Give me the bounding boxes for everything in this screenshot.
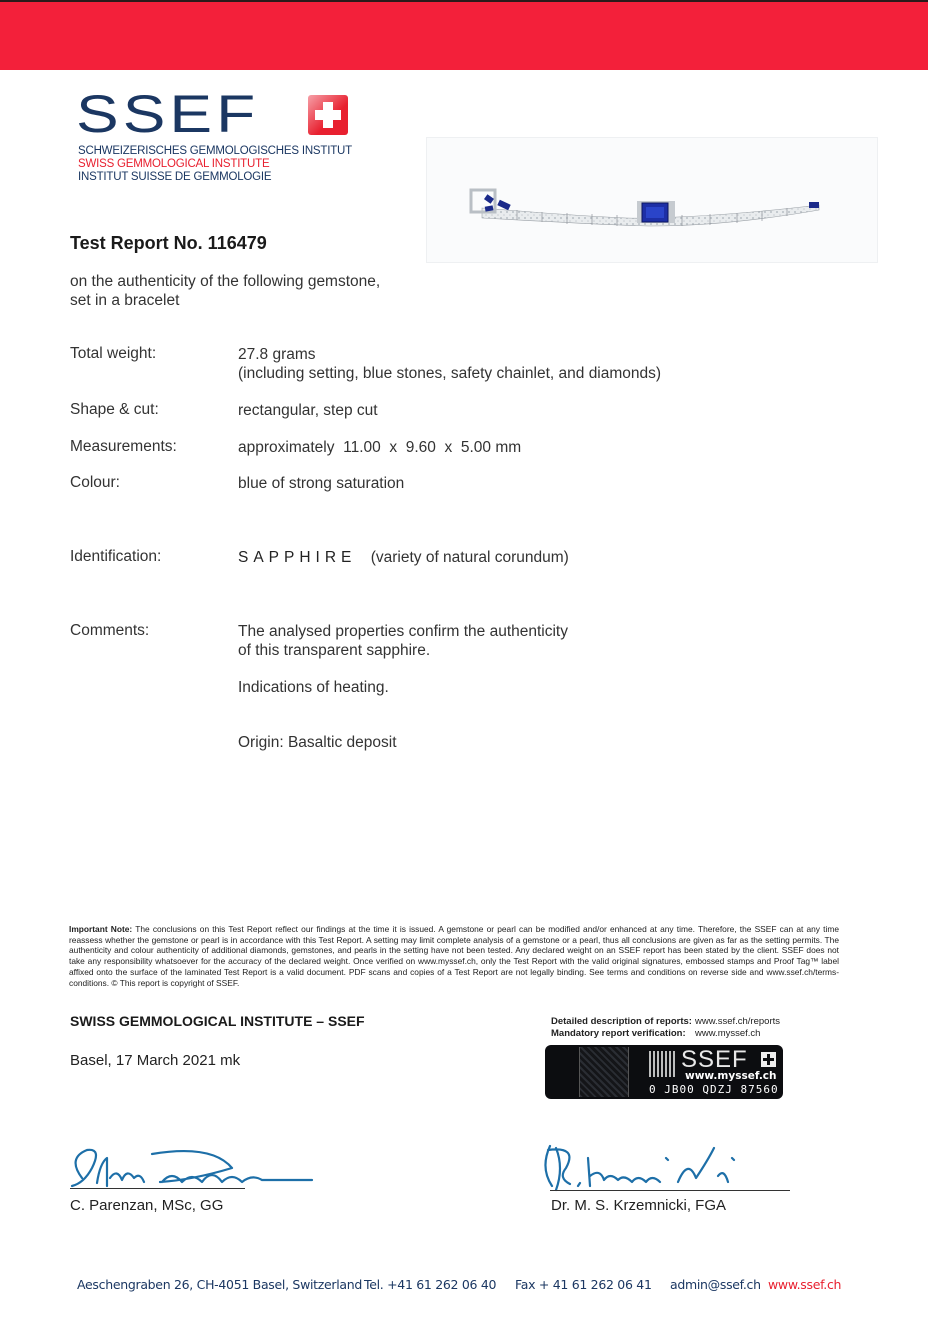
subtitle-line: on the authenticity of the following gemstone, <box>70 273 381 290</box>
issuer-institute: SWISS GEMMOLOGICAL INSTITUTE – SSEF <box>70 1013 365 1029</box>
important-note <box>69 924 839 988</box>
bracelet-photo <box>426 137 878 263</box>
value-identification <box>238 548 569 567</box>
label-colour: Colour: <box>70 474 120 491</box>
proof-tag-code: 0 JB00 QDZJ 87560 <box>649 1083 779 1096</box>
footer-website[interactable]: www.ssef.ch <box>768 1277 842 1292</box>
issuer-place-date: Basel, 17 March 2021 mk <box>70 1052 241 1069</box>
label-identification: Identification: <box>70 548 162 565</box>
identification-variety: (variety of natural corundum) <box>370 549 569 566</box>
verification-row: Mandatory report verification: www.myssef.ch <box>551 1028 761 1039</box>
value-colour: blue of strong saturation <box>238 475 405 492</box>
comment-origin: Origin: Basaltic deposit <box>238 734 397 751</box>
proof-tag-label <box>545 1045 783 1099</box>
footer-tel: Tel. +41 61 262 06 40 <box>364 1277 497 1292</box>
verification-row: Detailed description of reports: www.ssef.ch/reports <box>551 1016 780 1027</box>
datamatrix-code-icon <box>649 1051 675 1077</box>
signatory-name-1: C. Parenzan, MSc, GG <box>70 1197 224 1214</box>
reports-link[interactable]: www.ssef.ch/reports <box>695 1016 780 1027</box>
important-note-text: The conclusions on this Test Report reflect our findings at the time it is issued. A gemstone or pearl can be modified and/or enhanced at any time. Therefore, the SSEF can at any time reassess whether the gemstone or pearl is in accordance with this Test Report. A setting may limit complete analysis of a gemstone or a pearl, thus all conclusions are given as far as the setting permits. The authenticity and colour authenticity of additional diamonds, gemstones, and pearls in the setting have not been tested. Any declared weight on an SSEF report has been stated by the client. SSEF does not take any responsibility whatsoever for the accuracy of the declared weight. Once verified on www.myssef.ch, only the Test Report with the valid original signatures, embossed stamps and Proof Tag™ label affixed onto the surface of the laminated Test Report is a valid document. PDF scans and copies of a Test Report are not legally binding. See terms and conditions on reverse side and www.ssef.ch/terms-conditions. © This report is copyright of SSEF. <box>69 924 839 988</box>
value-shape-cut: rectangular, step cut <box>238 402 378 419</box>
identification-species: SAPPHIRE <box>238 549 357 566</box>
important-note-heading: Important Note: <box>69 924 133 934</box>
proof-tag-url: www.myssef.ch <box>685 1070 777 1082</box>
ssef-logo-wordmark: SSEF <box>76 84 260 144</box>
logo-line-french: INSTITUT SUISSE DE GEMMOLOGIE <box>78 171 272 183</box>
report-subtitle <box>70 272 380 310</box>
comment-heating: Indications of heating. <box>238 679 389 696</box>
total-weight-note: (including setting, blue stones, safety chainlet, and diamonds) <box>238 365 662 382</box>
footer-fax: Fax + 41 61 262 06 41 <box>515 1277 652 1292</box>
hologram-icon <box>579 1047 629 1097</box>
label-comments: Comments: <box>70 622 150 639</box>
bracelet-image <box>427 138 877 262</box>
label-shape-cut: Shape & cut: <box>70 401 159 418</box>
signature-parenzan-icon <box>62 1138 322 1194</box>
subtitle-line: set in a bracelet <box>70 292 180 309</box>
signature-line <box>70 1188 245 1189</box>
total-weight-value: 27.8 grams <box>238 346 316 363</box>
report-title: Test Report No. 116479 <box>70 233 267 253</box>
swiss-cross-icon <box>761 1052 776 1067</box>
logo-line-german: SCHWEIZERISCHES GEMMOLOGISCHES INSTITUT <box>78 145 352 157</box>
footer-email[interactable]: admin@ssef.ch <box>670 1277 761 1292</box>
footer-address: Aeschengraben 26, CH-4051 Basel, Switzerland <box>77 1277 363 1292</box>
value-total-weight <box>238 345 661 383</box>
comment-line: The analysed properties confirm the authenticity <box>238 623 568 640</box>
verification-link[interactable]: www.myssef.ch <box>695 1028 761 1039</box>
value-comments <box>238 622 568 752</box>
value-measurements: approximately 11.00 x 9.60 x 5.00 mm <box>238 439 522 456</box>
signatory-name-2: Dr. M. S. Krzemnicki, FGA <box>551 1197 727 1214</box>
verification-info <box>551 1016 780 1040</box>
comment-line: of this transparent sapphire. <box>238 642 431 659</box>
signature-krzemnicki-icon <box>538 1138 768 1196</box>
proof-tag-brand: SSEF <box>681 1046 748 1073</box>
label-total-weight: Total weight: <box>70 345 157 362</box>
logo-line-english: SWISS GEMMOLOGICAL INSTITUTE <box>78 158 270 170</box>
signature-line <box>550 1190 790 1191</box>
label-measurements: Measurements: <box>70 438 177 455</box>
top-red-band <box>0 0 928 70</box>
swiss-cross-icon <box>308 95 348 135</box>
